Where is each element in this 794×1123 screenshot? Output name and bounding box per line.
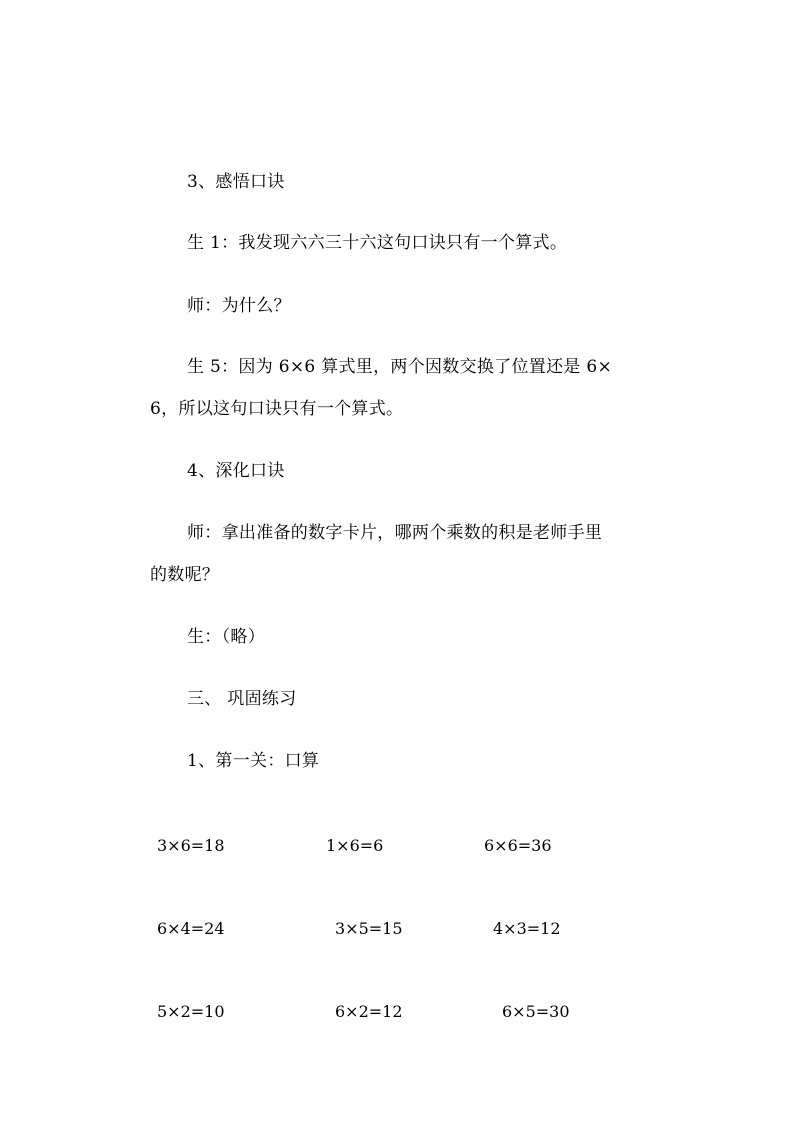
paragraph-teacher-cards-line-1: 师：拿出准备的数字卡片，哪两个乘数的积是老师手里 (187, 523, 603, 543)
calc-item: 3×5=15 (335, 919, 403, 938)
calc-item: 6×2=12 (335, 1002, 403, 1021)
calc-item: 6×6=36 (484, 836, 552, 855)
calc-item: 6×4=24 (157, 919, 225, 938)
level-heading-mental-math: 1、第一关：口算 (187, 751, 320, 771)
calc-item: 6×5=30 (502, 1002, 570, 1021)
calc-item: 4×3=12 (493, 919, 561, 938)
calc-item: 1×6=6 (326, 836, 384, 855)
part-heading-consolidation: 三、 巩固练习 (187, 689, 297, 709)
paragraph-teacher-cards-line-2: 的数呢？ (150, 565, 220, 585)
paragraph-student-5-line-1: 生 5：因为 6×6 算式里，两个因数交换了位置还是 6× (187, 357, 613, 377)
calc-item: 3×6=18 (157, 836, 225, 855)
section-heading-4: 4、深化口诀 (187, 461, 285, 481)
paragraph-teacher-why: 师：为什么？ (187, 296, 291, 316)
paragraph-student-5-line-2: 6，所以这句口诀只有一个算式。 (150, 399, 404, 419)
calc-item: 5×2=10 (157, 1002, 225, 1021)
paragraph-student-1: 生 1：我发现六六三十六这句口诀只有一个算式。 (187, 233, 568, 253)
paragraph-student-omitted: 生：（略） (187, 627, 265, 647)
section-heading-3: 3、感悟口诀 (187, 172, 285, 192)
